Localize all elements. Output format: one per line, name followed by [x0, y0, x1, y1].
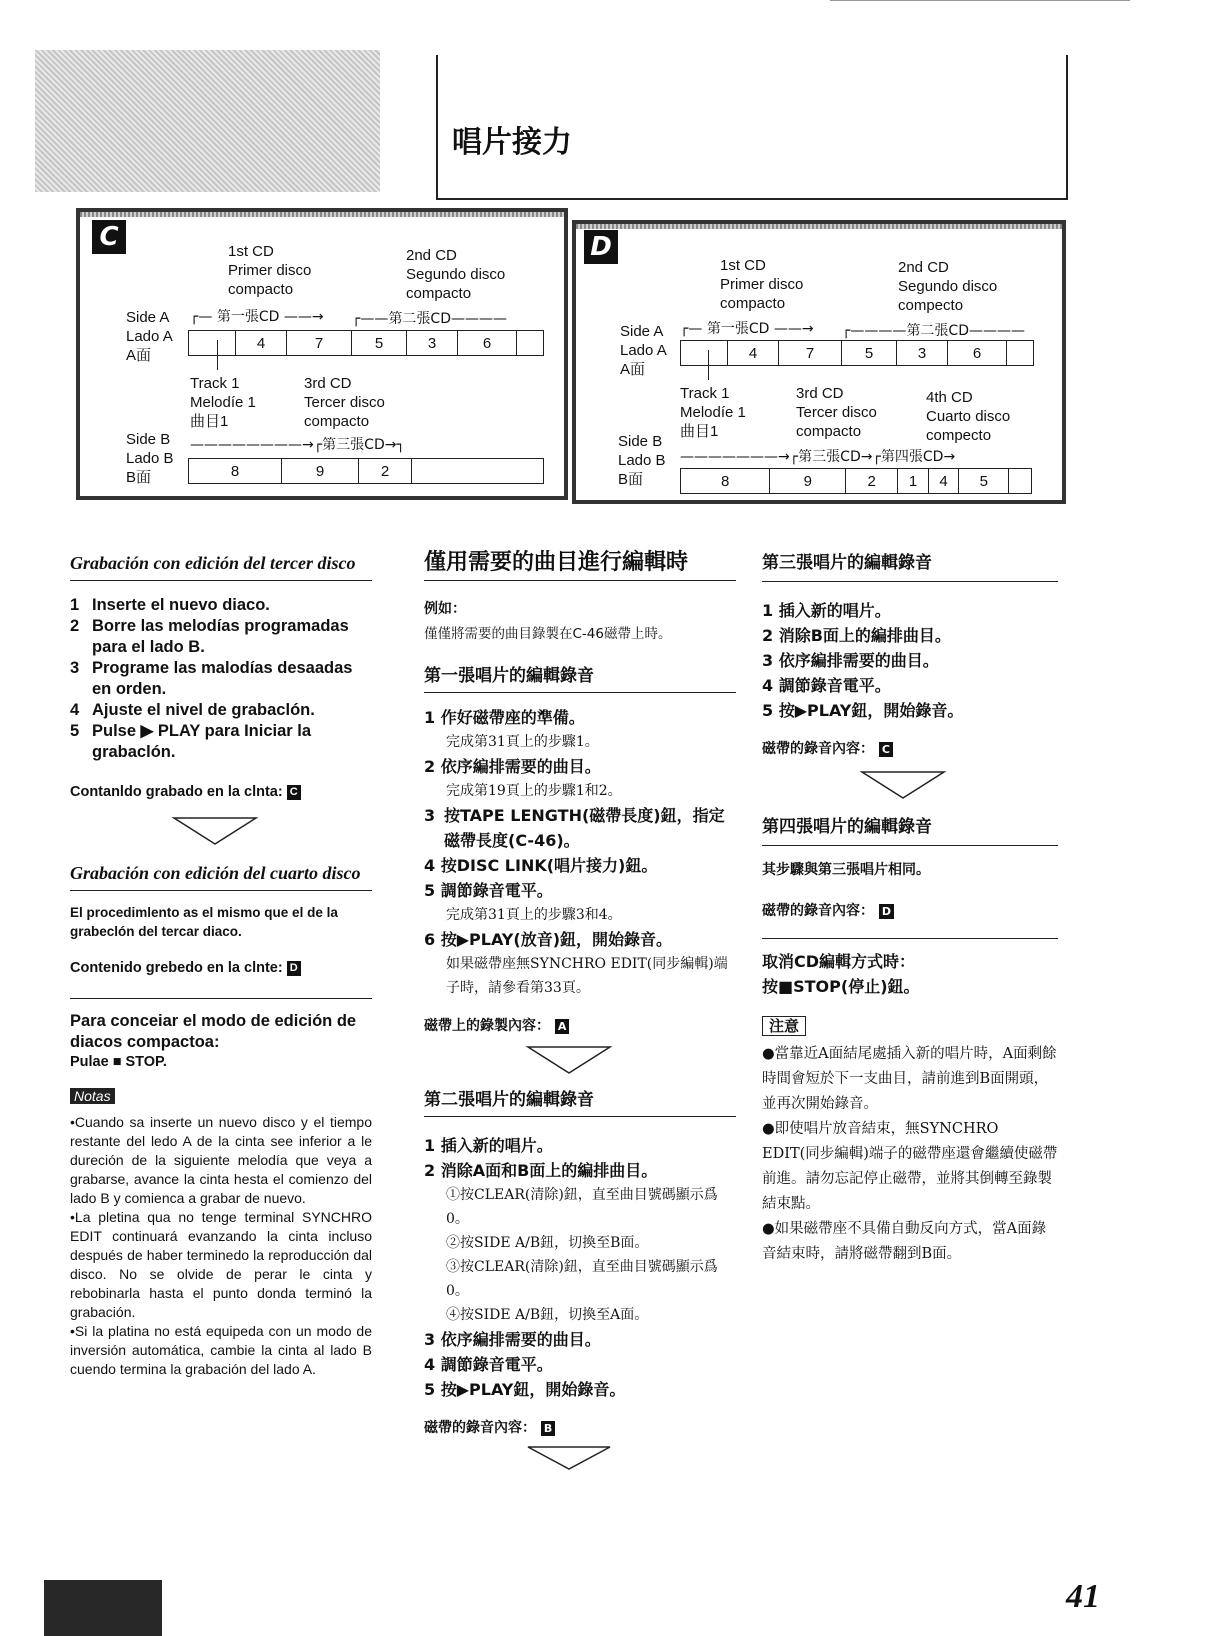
step-1: 1 作好磁帶座的準備。 完成第31頁上的步驟1。 [424, 708, 599, 750]
track-cell [1007, 341, 1033, 365]
step-2: 2 消除B面上的編排曲目。 [762, 626, 951, 645]
arrow-cd2: ┌——第二張CD———— [352, 311, 507, 327]
step-1: 1 Inserte el nuevo diaco. [70, 596, 270, 614]
sub-step: ②按SIDE A/B鈕，切換至B面。 [446, 1235, 649, 1251]
down-arrow-icon [858, 768, 948, 802]
track-cell: 6 [948, 341, 1007, 365]
step-4: 4 按DISC LINK(唱片接力)鈕。 [424, 856, 658, 875]
step-4: 4 Ajuste el nivel de grabaclón. [70, 701, 315, 719]
heading-first-disc: 第一張唱片的編輯錄音 [424, 666, 594, 686]
track-cell: 8 [681, 469, 770, 493]
step-3: 3 按TAPE LENGTH(磁帶長度)鈕，指定磁帶長度(C-46)。 [424, 806, 725, 850]
step-1: 1 插入新的唱片。 [762, 601, 891, 620]
tape-side-a [680, 340, 1034, 366]
tape-side-a [188, 330, 544, 356]
track-cell: 3 [407, 331, 458, 355]
divider [424, 1116, 736, 1117]
step-2: 2 消除A面和B面上的編排曲目。 [424, 1161, 658, 1180]
track1-marker [708, 350, 709, 380]
track-cell: 9 [282, 459, 359, 483]
step-5: 5 調節錄音電平。 完成第31頁上的步驟3和4。 [424, 881, 622, 923]
note-label-zh: 注意 [762, 1016, 806, 1036]
divider [762, 845, 1058, 846]
cancel-heading-zh: 取消CD編輯方式時： [762, 952, 916, 971]
divider [762, 938, 1058, 939]
divider [70, 998, 372, 999]
divider [424, 580, 736, 581]
note-bullet: •Cuando sa inserte un nuevo disco y el tiempo restante del ledo A de la cinta see inferior a le dureción de la siguiente melodía que veya a grabarse, avance la cinta hesta el comienzo del lado B y comienca a grabar de nuevo. [70, 1114, 372, 1206]
step-3: 3 Programe las malodías desaadas en orden. [70, 659, 353, 698]
cd2-label: 2nd CD Segundo disco compacto [406, 247, 506, 302]
cd1-label: 1st CD Primer disco compacto [720, 257, 804, 312]
spanish-column [70, 552, 372, 1379]
side-b-label: Side B Lado B B面 [126, 431, 174, 486]
example-label: 例如： [424, 601, 466, 617]
tag-c: C [287, 785, 301, 800]
side-a-label: Side A Lado A A面 [126, 309, 173, 364]
track-cell [1009, 469, 1031, 493]
diagram-letter-d: D [584, 230, 618, 264]
page-number: 41 [1066, 1578, 1100, 1615]
track-cell: 2 [359, 459, 412, 483]
cd3-label: 3rd CD Tercer disco compacto [796, 385, 877, 440]
track-cell [517, 331, 543, 355]
tag-a: A [555, 1019, 570, 1034]
track-cell: 7 [287, 331, 352, 355]
step-1: 1 插入新的唱片。 [424, 1136, 553, 1155]
note-bullet: •La pletina qua no tenge terminal SYNCHRO EDIT continuará evanzando la cinta incluso después de haber terminedo la reproducción dal disco. No se olvide de perar le cinta y rebobinarla hasta el punto donda terminó la grabación. [70, 1209, 372, 1320]
cd1-label: 1st CD Primer disco compacto [228, 243, 312, 298]
procedure-text: El procedimlento as el mismo que el de la grabeclón del tercar diaco. [70, 905, 338, 939]
tag-d: D [879, 904, 894, 919]
divider [70, 890, 372, 891]
step-2: 2 Borre las melodías programadas para el lado B. [70, 617, 349, 656]
tape-content-d-zh: 磁帶的錄音內容： D [762, 899, 1058, 924]
cancel-heading: Para conceiar el modo de edición de diacos compactoa: [70, 1012, 357, 1051]
track-cell: 4 [728, 341, 779, 365]
right-column [762, 548, 1058, 1267]
divider [762, 581, 1058, 582]
top-rule [830, 0, 1130, 1]
header-decoration [35, 50, 380, 192]
cancel-text-zh: 按■STOP(停止)鈕。 [762, 977, 920, 996]
step-4: 4 調節錄音電平。 [424, 1355, 553, 1374]
arrow-cd2: ┌————第二張CD———— [842, 323, 1025, 339]
step-5: 5 按▶PLAY鈕，開始錄音。 [762, 701, 964, 720]
track-cell: 4 [929, 469, 959, 493]
track-cell: 1 [898, 469, 928, 493]
tape-content-c-zh: 磁帶的錄音內容： C [762, 737, 1058, 762]
track-cell: 9 [770, 469, 846, 493]
arrow-side-b: ————————→┌第三張CD→┐ [190, 437, 405, 453]
tape-side-b [680, 468, 1032, 494]
step-4: 4 調節錄音電平。 [762, 676, 891, 695]
track-cell [681, 341, 728, 365]
note-bullet: ●如果磁帶座不具備自動反向方式，當A面錄音結束時，請將磁帶翻到B面。 [762, 1221, 1047, 1262]
track-cell: 6 [458, 331, 517, 355]
tape-content-d: Contenido grebedo en la clnte: D [70, 959, 372, 978]
step-5: 5 Pulse ▶ PLAY para Iniciar la grabaclón. [70, 722, 312, 761]
arrow-cd1: ┌— 第一張CD ——→ [190, 309, 324, 325]
note-bullet: ●當靠近A面結尾處插入新的唱片時，A面剩餘 時間會短於下一支曲目，請前進到B面開頭，並再次開始錄音。 [762, 1046, 1057, 1112]
track1-marker [217, 340, 218, 370]
track1-label: Track 1 Melodíe 1 曲目1 [190, 375, 256, 430]
cd3-label: 3rd CD Tercer disco compacto [304, 375, 385, 430]
step-5: 5 按▶PLAY鈕，開始錄音。 [424, 1380, 626, 1399]
middle-column [424, 545, 736, 1473]
cd4-label: 4th CD Cuarto disco compecto [926, 389, 1011, 444]
tape-content-c: Contanldo grabado en la clnta: C [70, 783, 372, 802]
tag-d: D [287, 961, 301, 976]
diagram-d [572, 220, 1066, 504]
divider [70, 580, 372, 581]
sub-step: ③按CLEAR(清除)鈕，直至曲目號碼顯示爲0。 [446, 1259, 718, 1299]
diagram-letter-c: C [92, 220, 126, 254]
step-6: 6 按▶PLAY(放音)鈕，開始錄音。 如果磁帶座無SYNCHRO EDIT(同步編輯)端子時，請參看第33頁。 [424, 930, 728, 996]
track1-label: Track 1 Melodíe 1 曲目1 [680, 385, 746, 440]
fourth-disc-text: 其步驟與第三張唱片相同。 [762, 862, 930, 878]
tag-b: B [541, 1421, 555, 1436]
step-2: 2 依序編排需要的曲目。 完成第19頁上的步驟1和2。 [424, 757, 622, 799]
heading-fourth-disc: Grabación con edición del cuarto disco [70, 863, 361, 883]
heading-third-disc: Grabación con edición del tercer disco [70, 553, 356, 573]
heading-edit-needed: 僅用需要的曲目進行編輯時 [424, 550, 689, 575]
side-a-label: Side A Lado A A面 [620, 323, 667, 378]
example-text: 僅僅將需要的曲目錄製在C-46磁帶上時。 [424, 626, 672, 642]
track-cell: 3 [897, 341, 948, 365]
heading-third-disc-zh: 第三張唱片的編輯錄音 [762, 553, 932, 573]
heading-fourth-disc-zh: 第四張唱片的編輯錄音 [762, 817, 932, 837]
track-cell [412, 459, 542, 483]
diagram-border [576, 224, 1062, 229]
track-cell: 8 [189, 459, 282, 483]
diagram-border [80, 212, 564, 217]
arrow-cd1: ┌— 第一張CD ——→ [680, 321, 814, 337]
sub-step: ④按SIDE A/B鈕，切換至A面。 [446, 1307, 649, 1323]
track-cell: 7 [779, 341, 842, 365]
diagram-c [76, 208, 568, 500]
track-cell: 5 [959, 469, 1009, 493]
notes-label: Notas [70, 1088, 115, 1104]
down-arrow-icon [170, 814, 260, 848]
arrow-side-b: ———————→┌第三張CD→┌第四張CD→ [680, 449, 956, 465]
page-title: 唱片接力 [452, 125, 572, 160]
track-cell [189, 331, 236, 355]
sub-step: ①按CLEAR(清除)鈕，直至曲目號碼顯示爲0。 [446, 1187, 718, 1227]
heading-second-disc: 第二張唱片的編輯錄音 [424, 1090, 594, 1110]
down-arrow-icon [524, 1443, 614, 1473]
tape-content-b: 磁帶的錄音內容： B [424, 1416, 736, 1441]
side-b-label: Side B Lado B B面 [618, 433, 666, 488]
cancel-text: Pulae ■ STOP. [70, 1054, 167, 1070]
tag-c: C [879, 742, 893, 757]
divider [424, 692, 736, 693]
down-arrow-icon [524, 1043, 614, 1077]
tape-content-a: 磁帶上的錄製內容： A [424, 1014, 736, 1039]
cd2-label: 2nd CD Segundo disco compecto [898, 259, 998, 314]
step-3: 3 依序編排需要的曲目。 [762, 651, 939, 670]
track-cell: 5 [842, 341, 897, 365]
footer-decoration [44, 1580, 162, 1636]
note-bullet: •Si la platina no está equipeda con un modo de inversión automática, cambie la cinta al lado B cuendo termina la grabación del lado A. [70, 1323, 372, 1377]
tape-side-b [188, 458, 544, 484]
step-3: 3 依序編排需要的曲目。 [424, 1330, 601, 1349]
note-bullet: ●即使唱片放音結束，無SYNCHRO EDIT(同步編輯)端子的磁帶座還會繼續使磁帶前進。請勿忘記停止磁帶，並將其倒轉至錄製結束點。 [762, 1121, 1058, 1212]
track-cell: 4 [236, 331, 287, 355]
track-cell: 2 [846, 469, 898, 493]
track-cell: 5 [352, 331, 407, 355]
